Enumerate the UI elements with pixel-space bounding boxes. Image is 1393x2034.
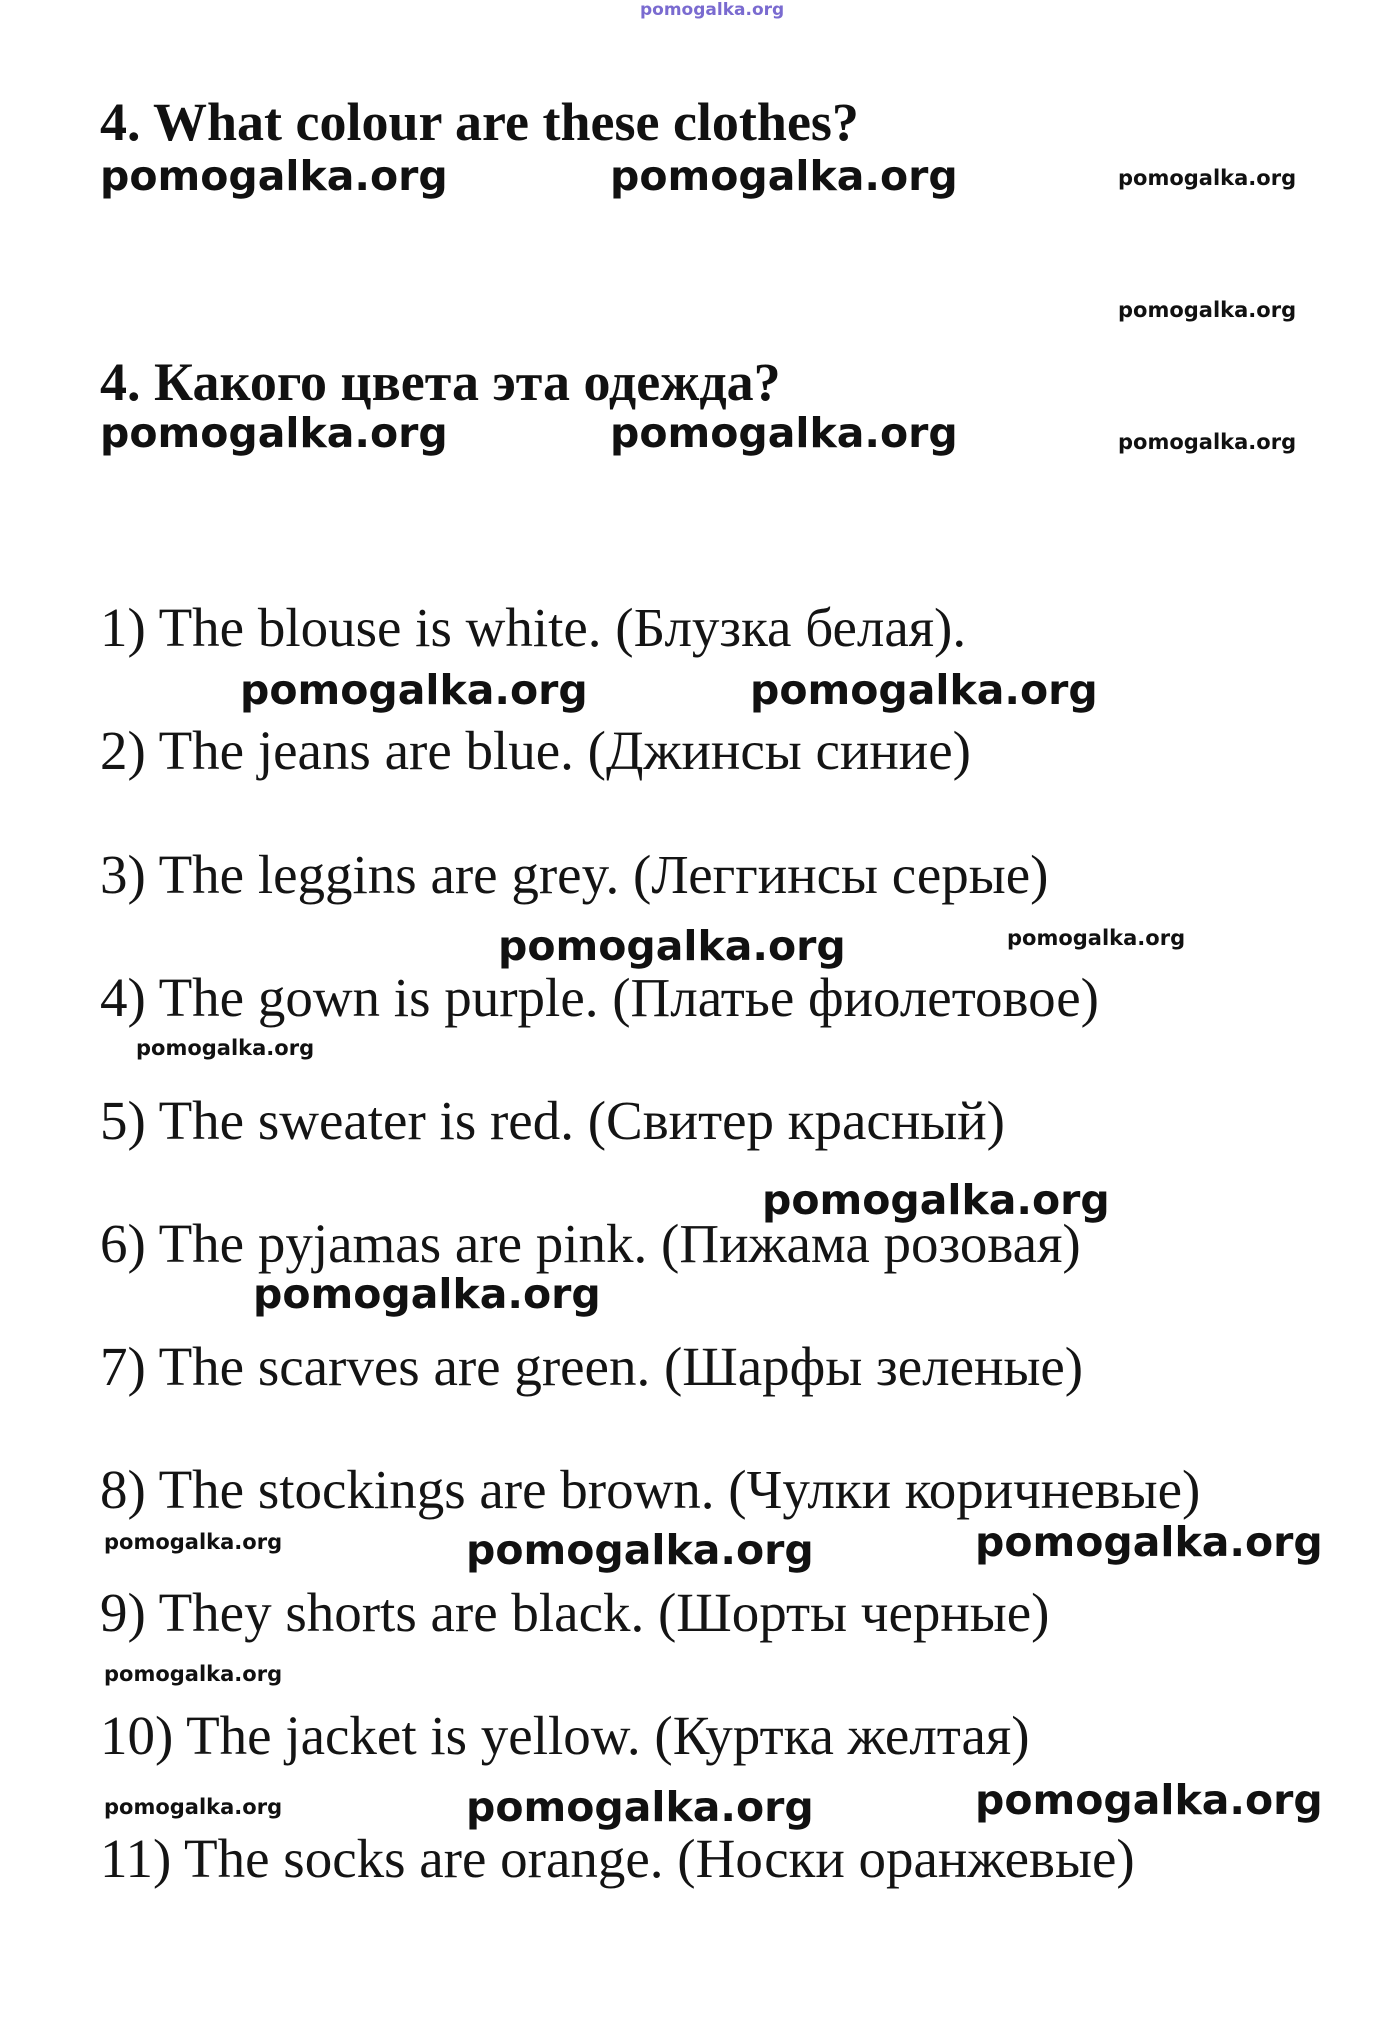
answer-line-2: 2) The jeans are blue. (Джинсы синие) [100,720,971,781]
watermark: pomogalka.org [1007,926,1186,950]
watermark: pomogalka.org [1118,298,1297,322]
watermark: pomogalka.org [100,409,448,457]
watermark: pomogalka.org [466,1526,814,1574]
answer-line-3: 3) The leggins are grey. (Леггинсы серые) [100,844,1049,905]
watermark: pomogalka.org [1118,166,1297,190]
watermark: pomogalka.org [750,666,1098,714]
watermark: pomogalka.org [100,152,448,200]
watermark: pomogalka.org [610,409,958,457]
heading-russian: 4. Какого цвета эта одежда? [100,352,781,412]
watermark: pomogalka.org [975,1518,1323,1566]
watermark: pomogalka.org [762,1176,1110,1224]
watermark: pomogalka.org [240,666,588,714]
answer-line-7: 7) The scarves are green. (Шарфы зеленые) [100,1336,1084,1397]
answer-line-11: 11) The socks are orange. (Носки оранжевые) [100,1828,1135,1889]
answer-line-8: 8) The stockings are brown. (Чулки коричневые) [100,1459,1201,1520]
answer-line-4: 4) The gown is purple. (Платье фиолетовое) [100,967,1099,1028]
watermark-top: pomogalka.org [640,0,785,20]
heading-english: 4. What colour are these clothes? [100,92,859,152]
watermark: pomogalka.org [466,1783,814,1831]
watermark: pomogalka.org [975,1776,1323,1824]
watermark: pomogalka.org [1118,430,1297,454]
answer-line-5: 5) The sweater is red. (Свитер красный) [100,1090,1005,1151]
answer-line-10: 10) The jacket is yellow. (Куртка желтая) [100,1705,1030,1766]
watermark: pomogalka.org [136,1036,315,1060]
watermark: pomogalka.org [104,1530,283,1554]
watermark: pomogalka.org [498,922,846,970]
watermark: pomogalka.org [104,1795,283,1819]
answer-line-6: 6) The pyjamas are pink. (Пижама розовая) [100,1213,1081,1274]
watermark: pomogalka.org [610,152,958,200]
answer-line-1: 1) The blouse is white. (Блузка белая). [100,597,967,658]
watermark: pomogalka.org [104,1662,283,1686]
watermark: pomogalka.org [253,1270,601,1318]
answer-line-9: 9) They shorts are black. (Шорты черные) [100,1582,1050,1643]
